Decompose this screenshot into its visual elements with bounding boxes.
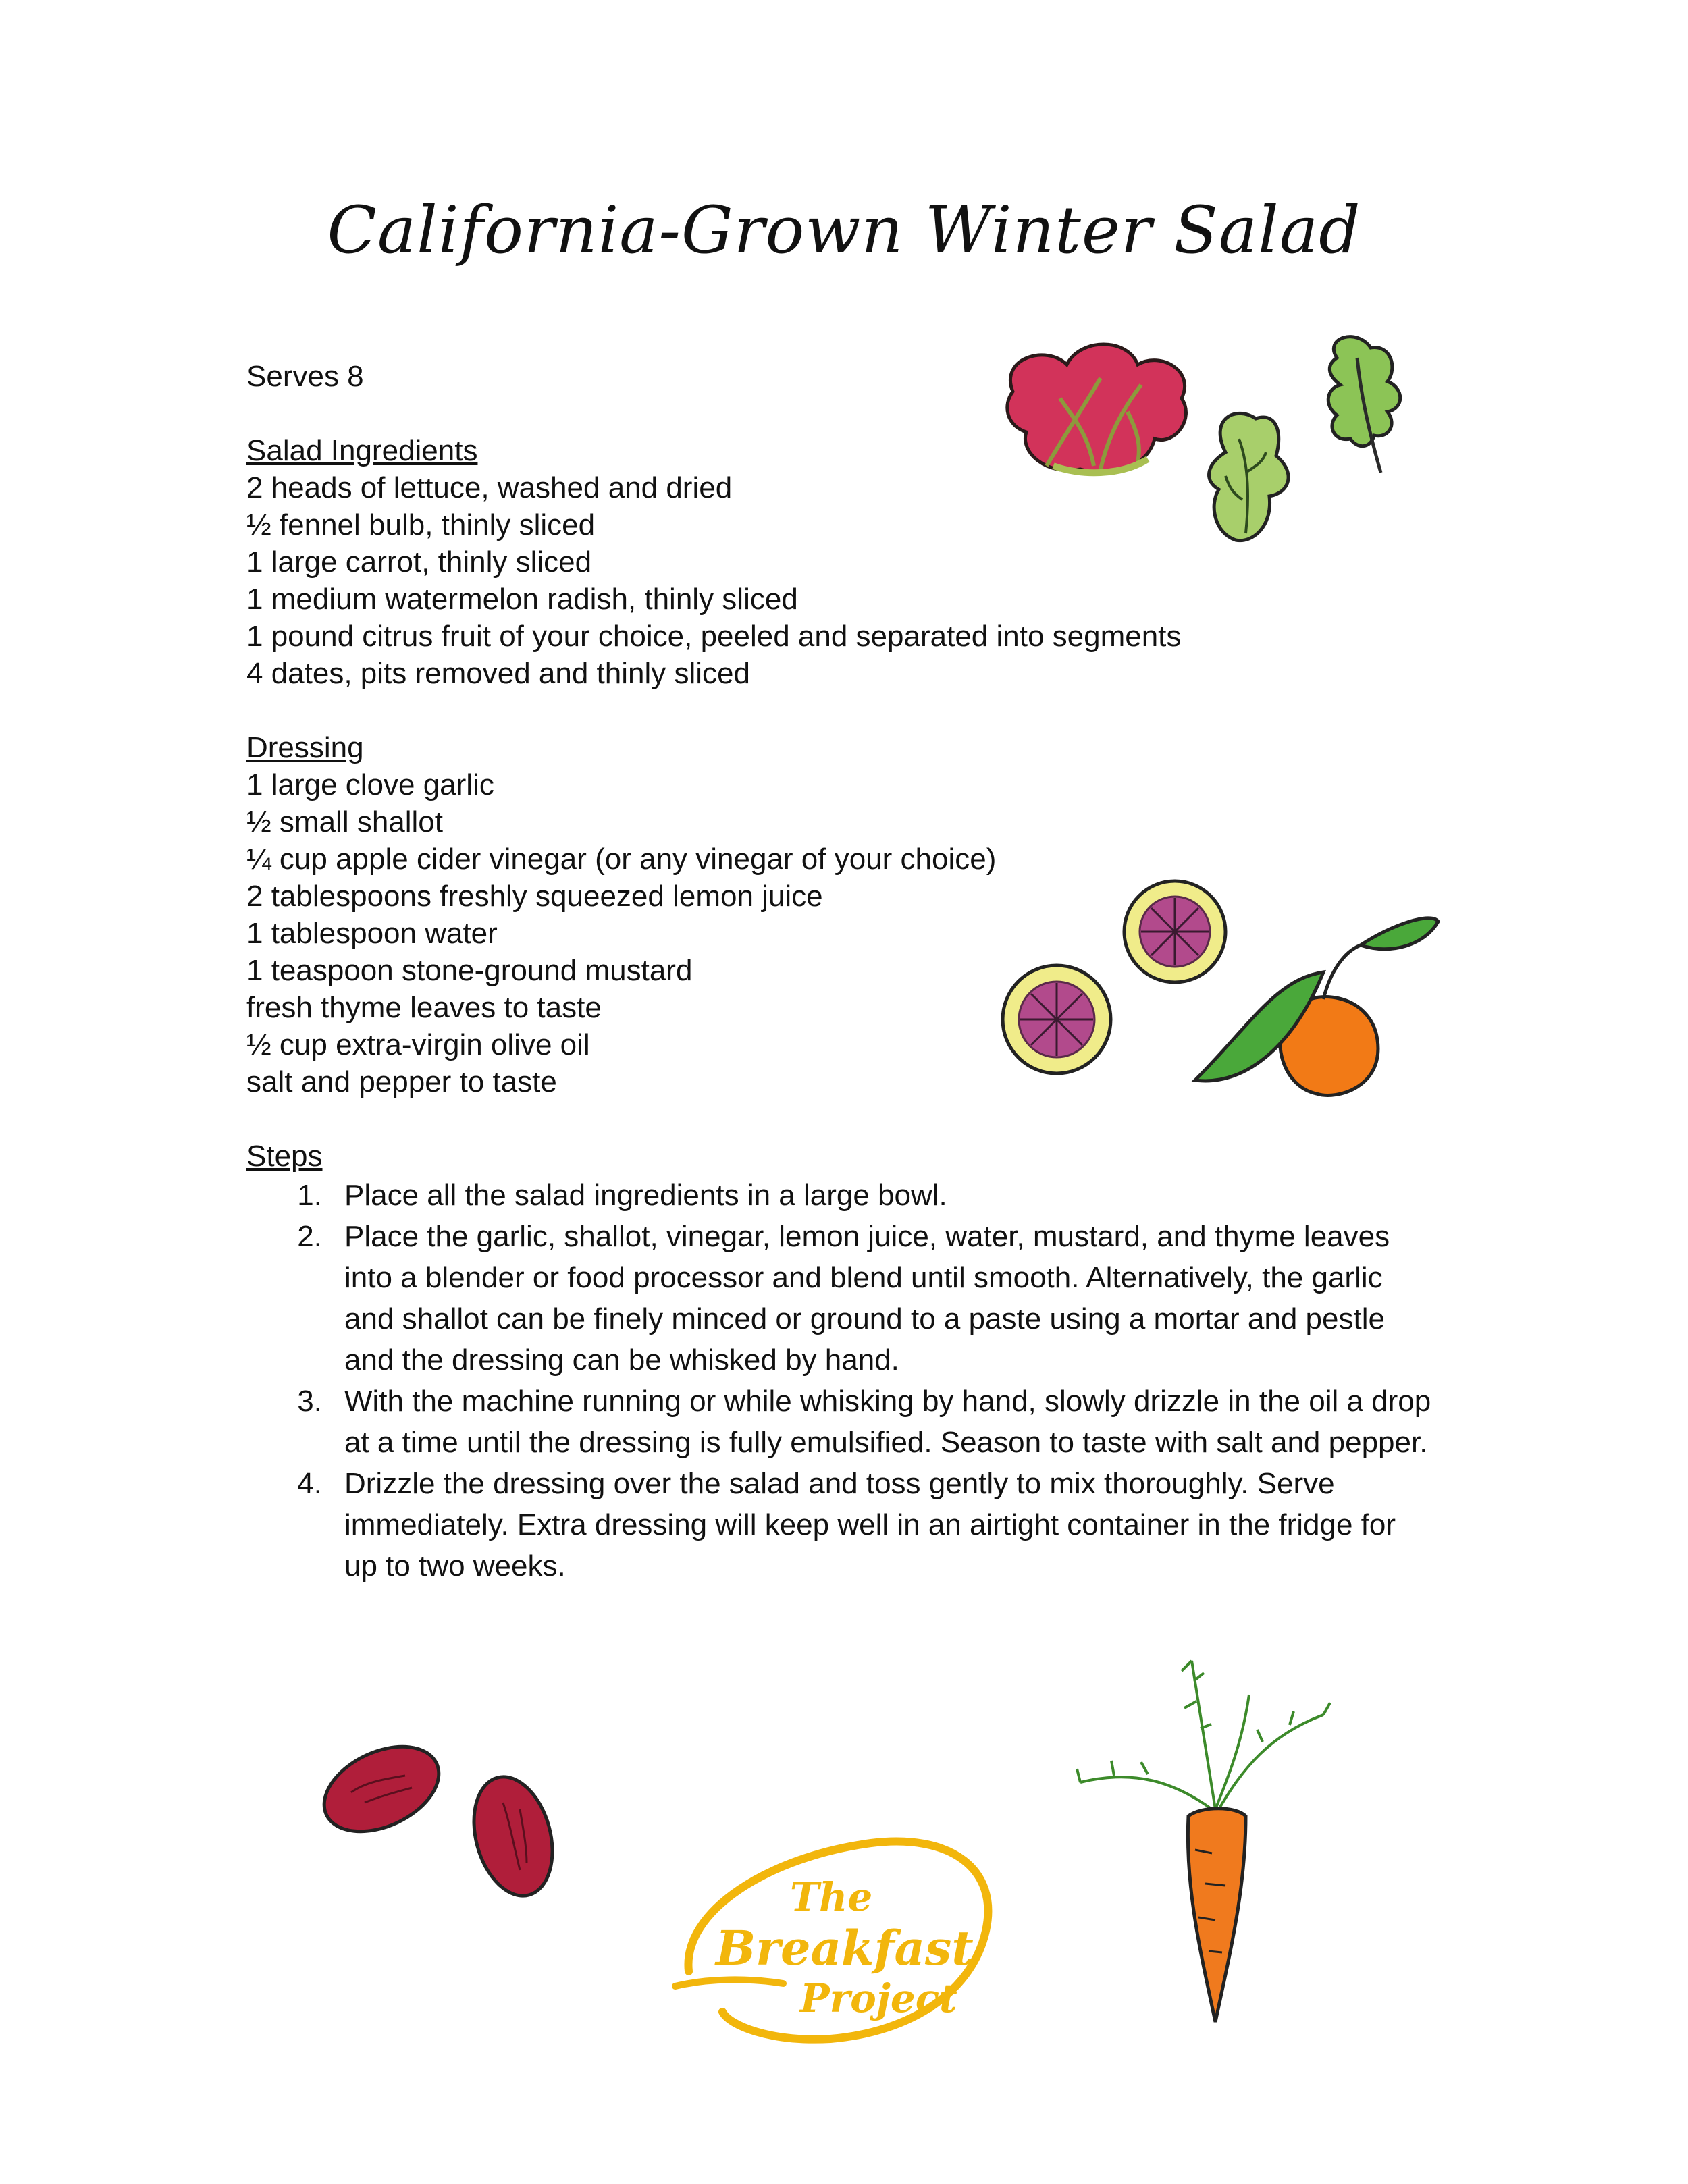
logo-line-3: Project xyxy=(800,1975,957,2021)
serves-text: Serves 8 xyxy=(246,360,364,393)
step-item xyxy=(246,1216,1435,1381)
ingredient-item: 1 teaspoon stone-ground mustard xyxy=(246,954,693,987)
logo-line-1: The xyxy=(790,1874,873,1920)
ingredient-item: 2 heads of lettuce, washed and dried xyxy=(246,471,733,504)
carrot-icon xyxy=(1077,1661,1330,2022)
step-text: Drizzle the dressing over the salad and toss gently to mix thoroughly. Serve immediately. Extra dressing will keep well in an airtight container in the fridge for up to two weeks. xyxy=(344,1467,1396,1582)
ingredient-item: 1 medium watermelon radish, thinly sliced xyxy=(246,583,798,616)
carrot-illustration xyxy=(1074,1654,1357,2032)
ingredient-item: 1 pound citrus fruit of your choice, peeled and separated into segments xyxy=(246,620,1182,653)
step-number: 3. xyxy=(297,1385,322,1418)
ingredient-item: ½ cup extra-virgin olive oil xyxy=(246,1028,590,1061)
mandarin-icon xyxy=(1195,918,1438,1096)
spacer xyxy=(246,692,1462,729)
lettuce-illustration xyxy=(993,331,1465,601)
ingredient-item: ¼ cup apple cider vinegar (or any vinegar of your choice) xyxy=(246,843,997,876)
recipe-title: California-Grown Winter Salad xyxy=(327,192,1361,268)
date-fruit-icon xyxy=(462,1768,565,1905)
breakfast-project-logo xyxy=(668,1809,1020,2066)
steps-list xyxy=(246,1175,1462,1587)
ingredient-item: ½ fennel bulb, thinly sliced xyxy=(246,508,596,541)
ingredient-item: 1 large carrot, thinly sliced xyxy=(246,545,592,579)
step-text: Place the garlic, shallot, vinegar, lemon juice, water, mustard, and thyme leaves into a blender or food processor and blend until smooth. Alternatively, the garlic and shallot can be finely minced or ground to a paste using a mortar and pestle and the dressing can be whisked by hand. xyxy=(344,1220,1390,1377)
red-lettuce-icon xyxy=(1007,344,1186,473)
steps-heading: Steps xyxy=(246,1140,323,1173)
step-number: 4. xyxy=(297,1467,322,1500)
ingredient-item: salt and pepper to taste xyxy=(246,1065,557,1098)
arugula-leaf-icon xyxy=(1328,337,1400,473)
date-fruit-icon xyxy=(317,1730,452,1848)
green-leaf-icon xyxy=(1209,413,1289,540)
citrus-illustration xyxy=(993,871,1465,1154)
ingredient-item: 1 tablespoon water xyxy=(246,917,498,950)
ingredient-item: 1 large clove garlic xyxy=(246,768,494,801)
blood-orange-slice-icon xyxy=(1124,881,1225,982)
step-number: 2. xyxy=(297,1220,322,1253)
ingredient-item: 2 tablespoons freshly squeezed lemon juice xyxy=(246,880,823,913)
step-item xyxy=(246,1463,1435,1587)
dressing-heading: Dressing xyxy=(246,731,364,764)
step-number: 1. xyxy=(297,1179,322,1212)
step-text: Place all the salad ingredients in a large bowl. xyxy=(344,1179,947,1212)
blood-orange-slice-icon xyxy=(1003,965,1111,1073)
step-item xyxy=(246,1381,1435,1463)
ingredient-item: 4 dates, pits removed and thinly sliced xyxy=(246,657,750,690)
step-text: With the machine running or while whisking by hand, slowly drizzle in the oil a drop at a time until the dressing is fully emulsified. Season to taste with salt and pepper. xyxy=(344,1385,1431,1459)
salad-ingredients-heading: Salad Ingredients xyxy=(246,434,478,467)
ingredient-item: fresh thyme leaves to taste xyxy=(246,991,602,1024)
step-item xyxy=(246,1175,1435,1216)
ingredient-item: ½ small shallot xyxy=(246,805,444,838)
dates-illustration xyxy=(317,1728,587,1917)
logo-line-2: Breakfast xyxy=(716,1920,974,1976)
